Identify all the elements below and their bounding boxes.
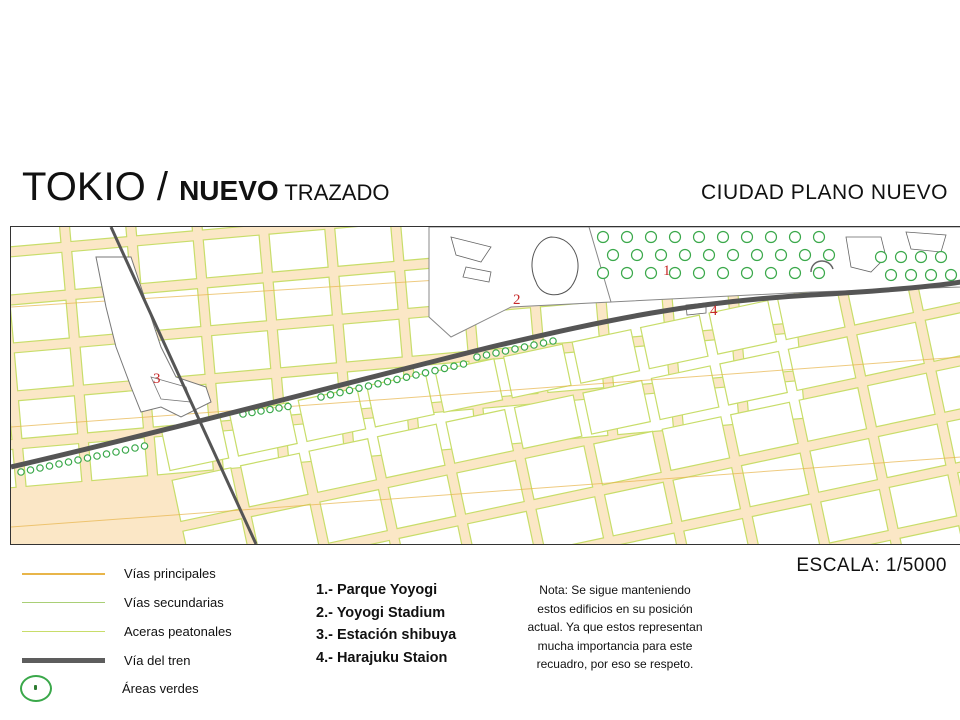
tree-icon bbox=[814, 268, 825, 279]
secondary-road-swatch bbox=[22, 602, 105, 603]
tree-icon bbox=[728, 250, 739, 261]
tree-icon bbox=[886, 270, 897, 281]
tree-icon bbox=[656, 250, 667, 261]
city-block bbox=[138, 241, 197, 284]
tree-icon bbox=[356, 385, 362, 391]
tree-icon bbox=[441, 365, 447, 371]
map-subtitle: CIUDAD PLANO NUEVO bbox=[700, 181, 948, 204]
tree-icon bbox=[876, 252, 887, 263]
train-line-swatch bbox=[22, 658, 105, 663]
tree-icon bbox=[926, 270, 937, 281]
tree-icon bbox=[752, 250, 763, 261]
tree-icon bbox=[327, 392, 333, 398]
tree-icon bbox=[346, 387, 352, 393]
map-title bbox=[22, 165, 389, 215]
tree-icon bbox=[103, 451, 109, 457]
note-line: estos edificios en su posición bbox=[537, 601, 693, 616]
tree-icon bbox=[694, 232, 705, 243]
green-area-icon bbox=[20, 675, 52, 702]
tree-icon bbox=[258, 408, 264, 414]
tree-icon bbox=[37, 465, 43, 471]
tree-icon bbox=[46, 463, 52, 469]
tree-icon bbox=[800, 250, 811, 261]
tree-icon bbox=[122, 447, 128, 453]
tree-icon bbox=[318, 394, 324, 400]
tree-icon bbox=[276, 405, 282, 411]
tree-icon bbox=[704, 250, 715, 261]
tree-icon bbox=[718, 268, 729, 279]
tree-icon bbox=[451, 363, 457, 369]
tree-icon bbox=[946, 270, 957, 281]
tree-icon bbox=[493, 350, 499, 356]
tree-icon bbox=[422, 370, 428, 376]
legend-label: Aceras peatonales bbox=[124, 624, 232, 639]
tree-icon bbox=[56, 461, 62, 467]
tree-icon bbox=[622, 232, 633, 243]
tree-icon bbox=[632, 250, 643, 261]
city-block bbox=[335, 227, 394, 266]
tree-icon bbox=[670, 268, 681, 279]
tree-icon bbox=[742, 268, 753, 279]
tree-icon bbox=[502, 348, 508, 354]
tree-icon bbox=[790, 232, 801, 243]
tree-icon bbox=[365, 383, 371, 389]
tree-icon bbox=[670, 232, 681, 243]
tree-icon bbox=[766, 232, 777, 243]
marker-1[interactable]: 1 bbox=[663, 263, 671, 279]
tree-icon bbox=[896, 252, 907, 263]
city-block bbox=[11, 252, 65, 295]
title-layout: TRAZADO bbox=[278, 180, 390, 205]
tree-icon bbox=[598, 232, 609, 243]
tree-icon bbox=[521, 344, 527, 350]
tree-icon bbox=[141, 443, 147, 449]
legend-label-green-areas: Áreas verdes bbox=[122, 681, 199, 696]
marker-2[interactable]: 2 bbox=[513, 292, 521, 308]
tree-icon bbox=[598, 268, 609, 279]
place-item: 1.- Parque Yoyogi bbox=[316, 582, 438, 598]
tree-icon bbox=[742, 232, 753, 243]
tree-icon bbox=[27, 467, 33, 473]
note-text bbox=[505, 581, 725, 674]
tree-icon bbox=[394, 376, 400, 382]
tree-icon bbox=[483, 352, 489, 358]
place-item: 3.- Estación shibuya bbox=[316, 627, 457, 643]
tree-icon bbox=[776, 250, 787, 261]
tree-icon bbox=[375, 381, 381, 387]
tree-icon bbox=[790, 268, 801, 279]
city-block bbox=[203, 235, 262, 278]
tree-icon bbox=[132, 445, 138, 451]
marker-3[interactable]: 3 bbox=[153, 371, 161, 387]
note-line: mucha importancia para este bbox=[537, 638, 693, 653]
tree-icon bbox=[814, 232, 825, 243]
city-block bbox=[19, 396, 78, 439]
city-block bbox=[273, 277, 332, 320]
tree-icon bbox=[84, 455, 90, 461]
tree-icon bbox=[622, 268, 633, 279]
tree-icon bbox=[432, 367, 438, 373]
tree-icon bbox=[936, 252, 947, 263]
legend-label: Vías secundarias bbox=[124, 595, 224, 610]
tree-icon bbox=[718, 232, 729, 243]
tree-icon bbox=[694, 268, 705, 279]
tree-icon bbox=[646, 268, 657, 279]
marker-4[interactable]: 4 bbox=[710, 303, 718, 319]
tree-icon bbox=[18, 469, 24, 475]
note-line: recuadro, por eso se respeto. bbox=[536, 657, 694, 671]
tree-icon bbox=[337, 389, 343, 395]
tree-icon bbox=[474, 354, 480, 360]
main-road-swatch bbox=[22, 573, 105, 575]
city-block bbox=[339, 271, 398, 314]
sidewalk-swatch bbox=[22, 631, 105, 632]
legend-label: Vía del tren bbox=[124, 653, 191, 668]
note-line: actual. Ya que estos representan bbox=[527, 620, 703, 634]
city-block bbox=[269, 229, 328, 272]
tree-icon bbox=[531, 342, 537, 348]
tree-icon bbox=[916, 252, 927, 263]
tree-icon bbox=[75, 457, 81, 463]
tree-icon bbox=[403, 374, 409, 380]
tree-icon bbox=[680, 250, 691, 261]
tree-icon bbox=[65, 459, 71, 465]
tree-icon bbox=[824, 250, 835, 261]
title-city: TOKIO / bbox=[22, 165, 180, 209]
place-item: 2.- Yoyogi Stadium bbox=[316, 604, 446, 621]
map-scale: ESCALA: 1/5000 bbox=[796, 555, 947, 576]
tree-icon bbox=[550, 338, 556, 344]
tree-icon bbox=[267, 406, 273, 412]
place-item: 4.- Harajuku Staion bbox=[316, 649, 448, 666]
tree-icon bbox=[94, 453, 100, 459]
city-block bbox=[343, 319, 402, 362]
city-block bbox=[212, 331, 271, 374]
city-map-canvas bbox=[11, 227, 960, 544]
tree-icon bbox=[413, 372, 419, 378]
tree-icon bbox=[285, 403, 291, 409]
tree-icon bbox=[460, 361, 466, 367]
tree-icon bbox=[906, 270, 917, 281]
tree-icon bbox=[113, 449, 119, 455]
tree-icon bbox=[384, 378, 390, 384]
places-list bbox=[316, 579, 456, 669]
city-block bbox=[207, 283, 266, 326]
tree-icon bbox=[540, 340, 546, 346]
legend-label: Vías principales bbox=[124, 566, 216, 581]
tree-icon bbox=[608, 250, 619, 261]
tree-icon bbox=[646, 232, 657, 243]
title-new: NUEVO bbox=[179, 175, 279, 206]
note-line: Nota: Se sigue manteniendo bbox=[539, 583, 691, 597]
city-map[interactable] bbox=[10, 226, 960, 545]
tree-icon bbox=[512, 346, 518, 352]
city-block bbox=[277, 325, 336, 368]
tree-icon bbox=[766, 268, 777, 279]
city-block bbox=[14, 348, 73, 391]
